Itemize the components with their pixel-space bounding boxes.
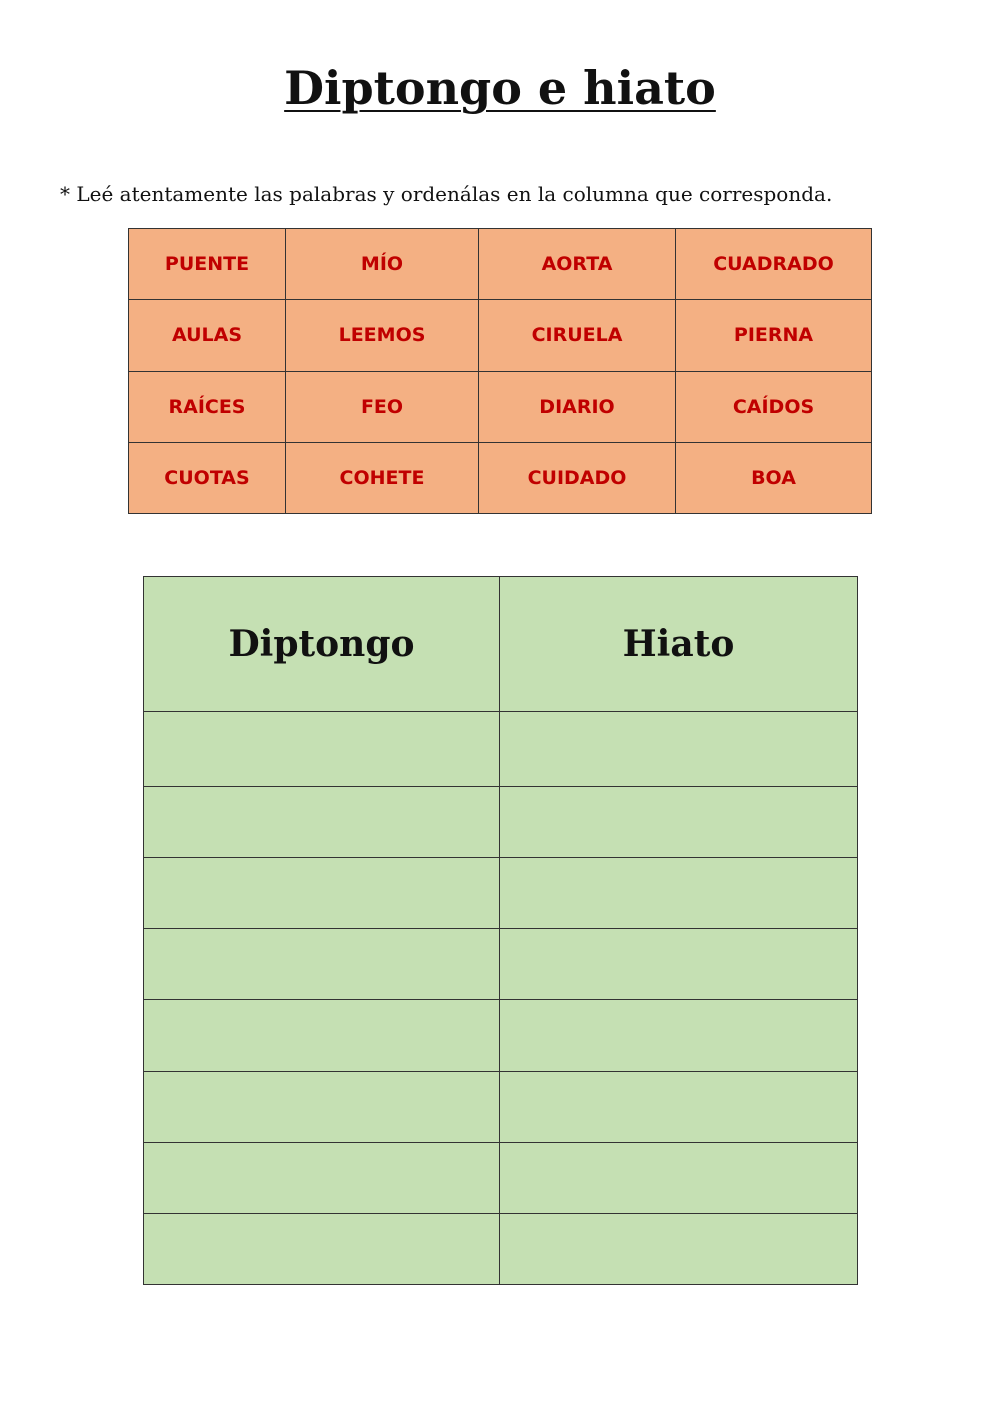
word-row xyxy=(129,442,872,513)
classification-row xyxy=(144,1213,858,1284)
word-card[interactable]: CUADRADO xyxy=(676,229,872,300)
word-card[interactable]: RAÍCES xyxy=(129,371,286,442)
hiato-drop-cell[interactable] xyxy=(500,1142,858,1213)
classification-body xyxy=(144,712,858,1285)
hiato-drop-cell[interactable] xyxy=(500,1071,858,1142)
word-row xyxy=(129,371,872,442)
diptongo-drop-cell[interactable] xyxy=(144,858,500,929)
diptongo-drop-cell[interactable] xyxy=(144,787,500,858)
classification-row xyxy=(144,1071,858,1142)
diptongo-drop-cell[interactable] xyxy=(144,1071,500,1142)
word-bank-table xyxy=(128,228,872,514)
word-row xyxy=(129,229,872,300)
classification-header-row xyxy=(144,577,858,712)
word-card[interactable]: CIRUELA xyxy=(479,300,676,371)
word-card[interactable]: COHETE xyxy=(286,442,479,513)
diptongo-drop-cell[interactable] xyxy=(144,1142,500,1213)
word-card[interactable]: CUOTAS xyxy=(129,442,286,513)
classification-row xyxy=(144,929,858,1000)
word-card[interactable]: AORTA xyxy=(479,229,676,300)
diptongo-drop-cell[interactable] xyxy=(144,929,500,1000)
word-card[interactable]: BOA xyxy=(676,442,872,513)
word-card[interactable]: MÍO xyxy=(286,229,479,300)
classification-table xyxy=(143,576,858,1285)
word-card[interactable]: FEO xyxy=(286,371,479,442)
word-card[interactable]: CUIDADO xyxy=(479,442,676,513)
classification-row xyxy=(144,787,858,858)
word-row xyxy=(129,300,872,371)
word-card[interactable]: LEEMOS xyxy=(286,300,479,371)
diptongo-drop-cell[interactable] xyxy=(144,1213,500,1284)
hiato-drop-cell[interactable] xyxy=(500,712,858,787)
classification-row xyxy=(144,712,858,787)
instruction-text: * Leé atentamente las palabras y ordenálas en la columna que corresponda. xyxy=(60,182,833,206)
word-card[interactable]: PUENTE xyxy=(129,229,286,300)
hiato-drop-cell[interactable] xyxy=(500,858,858,929)
word-card[interactable]: CAÍDOS xyxy=(676,371,872,442)
hiato-drop-cell[interactable] xyxy=(500,787,858,858)
word-card[interactable]: AULAS xyxy=(129,300,286,371)
diptongo-drop-cell[interactable] xyxy=(144,712,500,787)
diptongo-column-header: Diptongo xyxy=(144,577,500,712)
page-title: Diptongo e hiato xyxy=(284,61,716,115)
hiato-drop-cell[interactable] xyxy=(500,1213,858,1284)
word-card[interactable]: PIERNA xyxy=(676,300,872,371)
word-card[interactable]: DIARIO xyxy=(479,371,676,442)
diptongo-drop-cell[interactable] xyxy=(144,1000,500,1071)
hiato-column-header: Hiato xyxy=(500,577,858,712)
classification-row xyxy=(144,1000,858,1071)
classification-row xyxy=(144,1142,858,1213)
hiato-drop-cell[interactable] xyxy=(500,1000,858,1071)
hiato-drop-cell[interactable] xyxy=(500,929,858,1000)
classification-row xyxy=(144,858,858,929)
